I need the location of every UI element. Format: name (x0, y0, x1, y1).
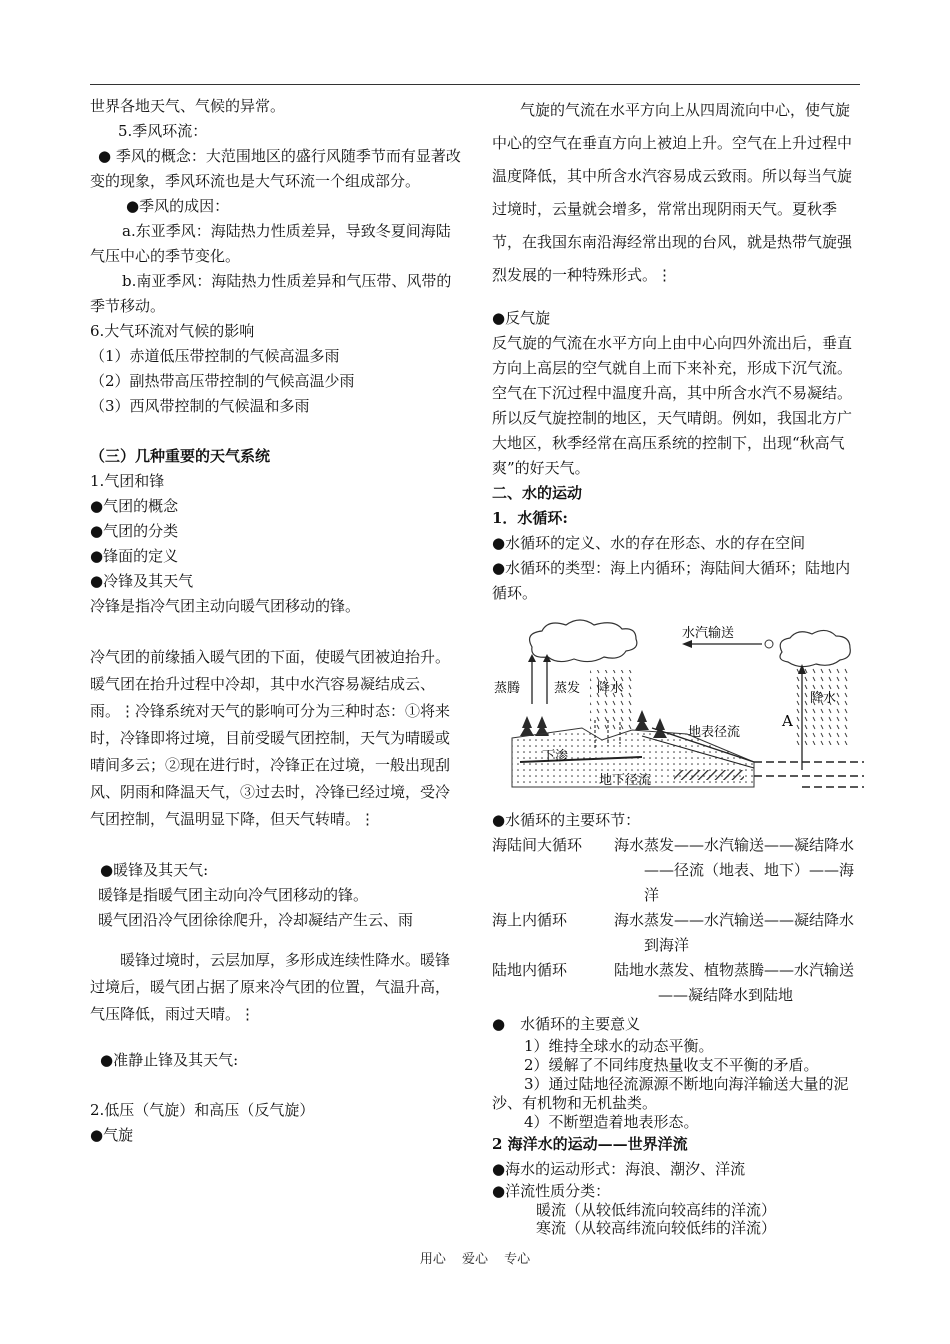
cycle-body: 陆地水蒸发、植物蒸腾——水汽输送——凝结降水到陆地 (614, 961, 855, 1004)
section-heading: 5.季风环流： (118, 122, 208, 140)
label-transpiration: 蒸腾 (494, 681, 521, 696)
text-line: ●季风的成因： (126, 197, 230, 215)
cycle-body: 海水蒸发——水汽输送——凝结降水——径流（地表、地下）——海洋 (614, 836, 855, 904)
paragraph: 暖锋过境时，云层加厚，多形成连续性降水。暖锋过境后，暖气团占据了原来冷气团的位置，气温升高，气压降低，雨过天晴。⋮ (90, 951, 451, 1023)
rain-left (590, 670, 635, 730)
label-vapor: 水汽输送 (682, 626, 735, 641)
rain-right (792, 667, 850, 745)
list-item: 3）通过陆地径流源源不断地向海洋输送大量的泥沙、有机物和无机盐类。 (492, 1075, 849, 1112)
label-rain1: 降水 (597, 681, 624, 696)
paragraph: ● 季风的概念：大范围地区的盛行风随季节而有显著改变的现象，季风环流也是大气环流一个组成部分。 (90, 147, 461, 190)
bullet-item: ●洋流性质分类： (492, 1182, 611, 1200)
paragraph: 气旋的气流在水平方向上从四周流向中心，使气旋中心的空气在垂直方向上被迫上升。空气在上升过程中温度降低，其中所含水汽容易成云致雨。所以每当气旋过境时，云量就会增多，常常出现阴雨天气。夏秋季节，在我国东南沿海经常出现的台风，就是热带气旋强烈发展的一种特殊形式。⋮ (492, 101, 853, 284)
left-column (90, 94, 462, 1148)
paragraph: 冷锋是指冷气团主动向暖气团移动的锋。 (90, 597, 361, 615)
paragraph: 暖气团沿冷气团徐徐爬升，冷却凝结产生云、雨 (98, 911, 414, 929)
label-rain2: 降水 (810, 691, 837, 706)
paragraph: b.南亚季风：海陆热力性质差异和气压带、风带的季节移动。 (90, 272, 452, 315)
bullet-item: ●气团的分类 (90, 522, 179, 540)
list-item: 4）不断塑造着地表形态。 (524, 1113, 699, 1131)
bullet-item: ●海水的运动形式：海浪、潮汐、洋流 (492, 1160, 746, 1178)
list-item: 1）维持全球水的动态平衡。 (524, 1037, 714, 1055)
label-a: A (782, 712, 793, 730)
label-groundwater: 地下径流 (599, 773, 652, 788)
section-heading: 1．水循环: (492, 509, 568, 527)
label-evaporation: 蒸发 (554, 681, 581, 696)
footer-word: 用心 (419, 1252, 446, 1267)
bullet-item: ●水循环的定义、水的存在形态、水的存在空间 (492, 534, 806, 552)
footer-word: 专心 (504, 1252, 531, 1267)
section-heading: 6.大气环流对气候的影响 (90, 322, 255, 340)
label-infiltration: 下渗 (542, 749, 569, 764)
bullet-item: ● 水循环的主要意义 (492, 1015, 641, 1033)
bullet-item: ●冷锋及其天气 (90, 572, 194, 590)
bullet-item: ●反气旋 (492, 309, 551, 327)
bullet-item: ●水循环的类型：海上内循环；海陆间大循环；陆地内循环。 (492, 559, 851, 602)
cycle-row (492, 908, 864, 958)
footer (0, 1248, 950, 1267)
label-surface-runoff: 地表径流 (688, 725, 741, 740)
current-types (536, 1201, 864, 1237)
cloud-right (780, 630, 850, 666)
water-cycle-figure (492, 612, 864, 792)
list-item: 2）缓解了不同纬度热量收支不平衡的矛盾。 (524, 1056, 819, 1074)
section-heading: （三）几种重要的天气系统 (90, 447, 271, 465)
cycle-row (492, 833, 864, 908)
bullet-item: ●准静止锋及其天气: (100, 1051, 239, 1069)
bullet-item: ●锋面的定义 (90, 547, 179, 565)
section-heading: 二、水的运动 (492, 484, 583, 502)
text-line: 世界各地天气、气候的异常。 (90, 97, 286, 115)
right-column (492, 94, 864, 1237)
text-line: 1.气团和锋 (90, 472, 165, 490)
cold-current: 寒流（从较高纬流向较低纬的洋流） (536, 1219, 777, 1237)
section-heading: 2 海洋水的运动——世界洋流 (492, 1135, 688, 1153)
list-item: （1）赤道低压带控制的气候高温多雨 (90, 347, 340, 365)
bullet-item: ●气旋 (90, 1126, 134, 1144)
bullet-item: ●水循环的主要环节： (492, 811, 641, 829)
cycle-row (492, 958, 864, 1008)
cycle-body: 海水蒸发——水汽输送——凝结降水到海洋 (614, 911, 855, 954)
paragraph: 暖锋是指暖气团主动向冷气团移动的锋。 (98, 886, 369, 904)
header-rule (90, 84, 860, 85)
bullet-item: ●暖锋及其天气: (100, 861, 209, 879)
section-heading: 2.低压（气旋）和高压（反气旋） (90, 1101, 315, 1119)
paragraph: 反气旋的气流在水平方向上由中心向四外流出后，垂直方向上高层的空气就自上而下来补充，形成下沉气流。空气在下沉过程中温度升高，其中所含水汽不易凝结。所以反气旋控制的地区，天气晴朗。例如，我国北方广大地区，秋季经常在高压系统的控制下，出现“秋高气爽”的好天气。 (492, 334, 853, 477)
list-item: （2）副热带高压带控制的气候高温少雨 (90, 372, 355, 390)
cycle-name: 海上内循环 (492, 911, 568, 929)
water-cycle-diagram (492, 612, 864, 796)
paragraph: a.东亚季风：海陆热力性质差异，导致冬夏间海陆气压中心的季节变化。 (90, 222, 451, 265)
warm-current: 暖流（从较低纬流向较高纬的洋流） (536, 1201, 777, 1219)
footer-word: 爱心 (461, 1252, 488, 1267)
cycle-name: 陆地内循环 (492, 961, 568, 979)
paragraph: 冷气团的前缘插入暖气团的下面，使暖气团被迫抬升。暖气团在抬升过程中冷却，其中水汽容易凝结成云、雨。⋮冷锋系统对天气的影响可分为三种时态：①将来时，冷锋即将过境，目前受暖气团控制，天气为晴暖或晴间多云；②现在进行时，冷锋正在过境，一般出现刮风、阴雨和降温天气，③过去时，冷锋已经过境，受冷气团控制，气温明显下降，但天气转晴。⋮ (90, 648, 451, 828)
cloud-left (530, 620, 637, 662)
cycle-name: 海陆间大循环 (492, 836, 583, 854)
bullet-item: ●气团的概念 (90, 497, 179, 515)
list-item: （3）西风带控制的气候温和多雨 (90, 397, 310, 415)
